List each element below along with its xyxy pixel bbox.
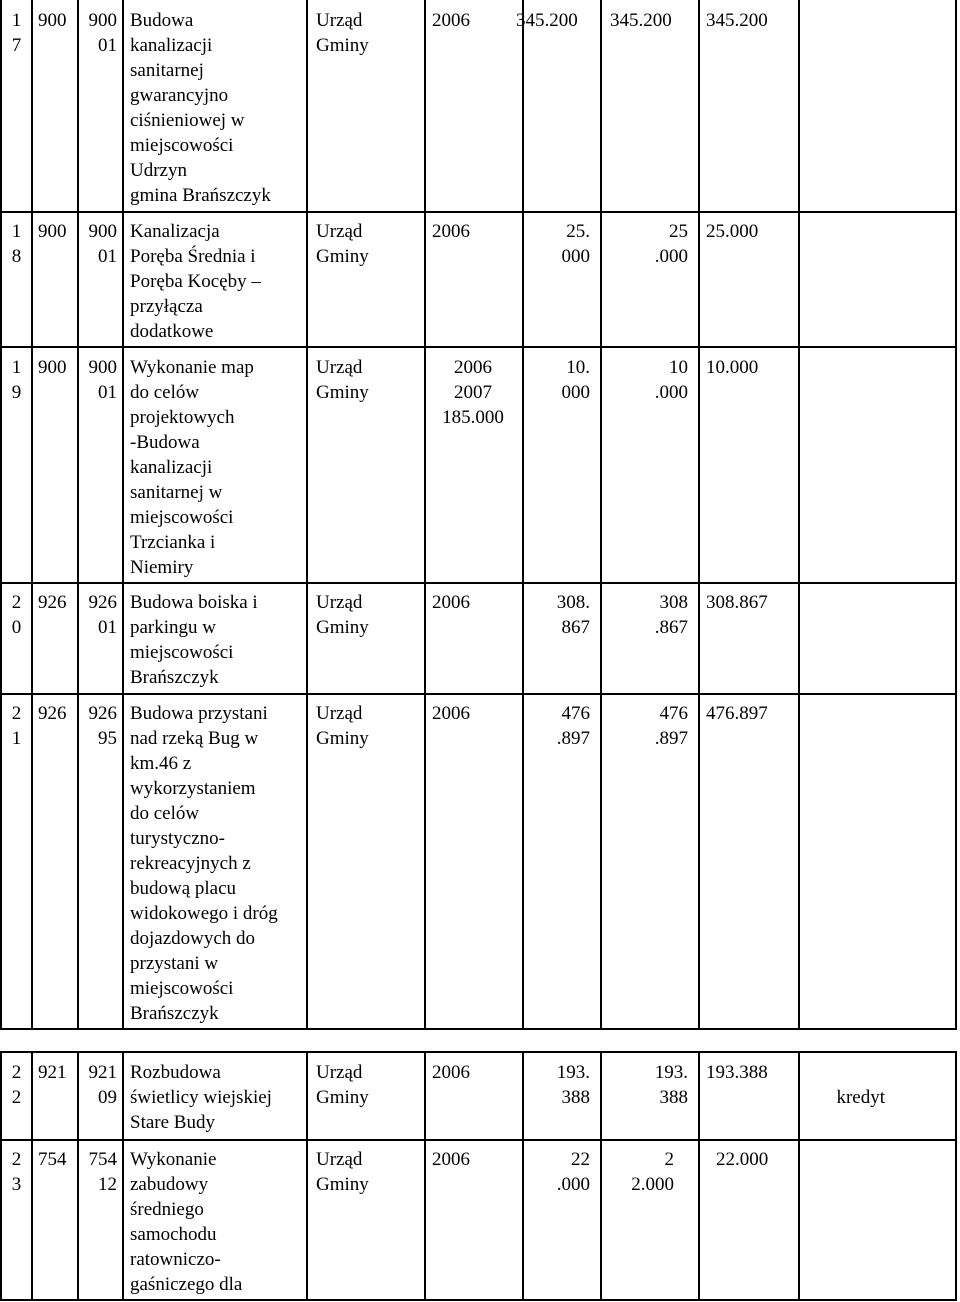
row-divider [0,1299,957,1301]
column-divider [0,0,2,1030]
total-cost: 25. 000 [561,221,590,267]
chapter-code: 754 12 [88,1149,117,1195]
total-cost: 193. 388 [556,1062,590,1108]
expenditures: 25 .000 [654,221,688,267]
column-divider [698,1051,700,1301]
amount: 308.867 [706,592,768,613]
section-code: 754 [38,1149,67,1170]
section-code: 900 [38,10,67,31]
amount: 476.897 [706,703,768,724]
executing-unit: Urząd Gminy [316,703,369,749]
section-code: 900 [38,221,67,242]
row-divider [0,211,957,213]
chapter-code: 921 09 [88,1062,117,1108]
column-divider [122,1051,124,1301]
executing-unit: Urząd Gminy [316,221,369,267]
column-divider [424,0,426,1030]
total-cost: 476 .897 [556,703,590,749]
executing-unit: Urząd Gminy [316,357,369,403]
column-divider [798,0,800,1030]
column-divider [77,0,79,1030]
row-number: 1 9 [11,357,22,403]
executing-unit: Urząd Gminy [316,10,369,56]
total-cost: 22 .000 [556,1149,590,1195]
row-divider [0,346,957,348]
period: 2006 [432,592,470,613]
task-name: Rozbudowa świetlicy wiejskiej Stare Budy [130,1062,272,1133]
task-name: Budowa przystani nad rzeką Bug w km.46 z wykorzystaniem do celów turystyczno- rekreacyjnych z budową placu widokowego i dróg dojazdowych do przystani w miejscowości Brańszczyk [130,703,278,1024]
task-name: Wykonanie map do celów projektowych -Budowa kanalizacji sanitarnej w miejscowości Trzcianka i Niemiry [130,357,254,578]
row-divider [0,693,957,695]
remarks: kredyt [836,1087,885,1108]
amount: 25.000 [706,221,759,242]
column-divider [306,1051,308,1301]
chapter-code: 900 01 [88,10,117,56]
executing-unit: Urząd Gminy [316,1149,369,1195]
row-number: 2 0 [11,592,22,638]
period: 2006 2007 185.000 [442,357,504,428]
section-code: 900 [38,357,67,378]
column-divider [122,0,124,1030]
expenditures: 2 2.000 [631,1149,674,1195]
column-divider [306,0,308,1030]
column-divider [31,0,33,1030]
executing-unit: Urząd Gminy [316,592,369,638]
column-divider [698,0,700,1030]
expenditures: 308 .867 [654,592,688,638]
period: 2006 [432,1149,470,1170]
period: 2006 [432,703,470,724]
total-cost: 308. 867 [556,592,590,638]
amount: 22.000 [716,1149,769,1170]
column-divider [77,1051,79,1301]
row-number: 2 2 [11,1062,22,1108]
total-cost: 345.200 [516,10,578,31]
chapter-code: 926 95 [88,703,117,749]
section-code: 921 [38,1062,67,1083]
section-code: 926 [38,703,67,724]
column-divider [600,0,602,1030]
column-divider [522,0,524,1030]
chapter-code: 900 01 [88,221,117,267]
expenditures: 345.200 [610,10,672,31]
task-name: Kanalizacja Poręba Średnia i Poręba Kocęby – przyłącza dodatkowe [130,221,261,342]
column-divider [31,1051,33,1301]
row-number: 1 7 [11,10,22,56]
column-divider [424,1051,426,1301]
chapter-code: 900 01 [88,357,117,403]
column-divider [955,1051,957,1301]
row-number: 1 8 [11,221,22,267]
period: 2006 [432,221,470,242]
expenditures: 10 .000 [654,357,688,403]
expenditures: 476 .897 [654,703,688,749]
task-name: Wykonanie zabudowy średniego samochodu ratowniczo- gaśniczego dla [130,1149,243,1295]
amount: 345.200 [706,10,768,31]
total-cost: 10. 000 [561,357,590,403]
column-divider [955,0,957,1030]
row-divider [0,1028,957,1030]
period: 2006 [432,10,470,31]
row-divider [0,1139,957,1141]
amount: 10.000 [706,357,759,378]
executing-unit: Urząd Gminy [316,1062,369,1108]
expenditures: 193. 388 [654,1062,688,1108]
row-divider [0,582,957,584]
task-name: Budowa kanalizacji sanitarnej gwarancyjno ciśnieniowej w miejscowości Udrzyn gmina Brańszczyk [130,10,271,206]
period: 2006 [432,1062,470,1083]
amount: 193.388 [706,1062,768,1083]
section-code: 926 [38,592,67,613]
row-number: 2 3 [11,1149,22,1195]
task-name: Budowa boiska i parkingu w miejscowości Brańszczyk [130,592,258,688]
chapter-code: 926 01 [88,592,117,638]
row-number: 2 1 [11,703,22,749]
row-divider [0,1051,957,1053]
